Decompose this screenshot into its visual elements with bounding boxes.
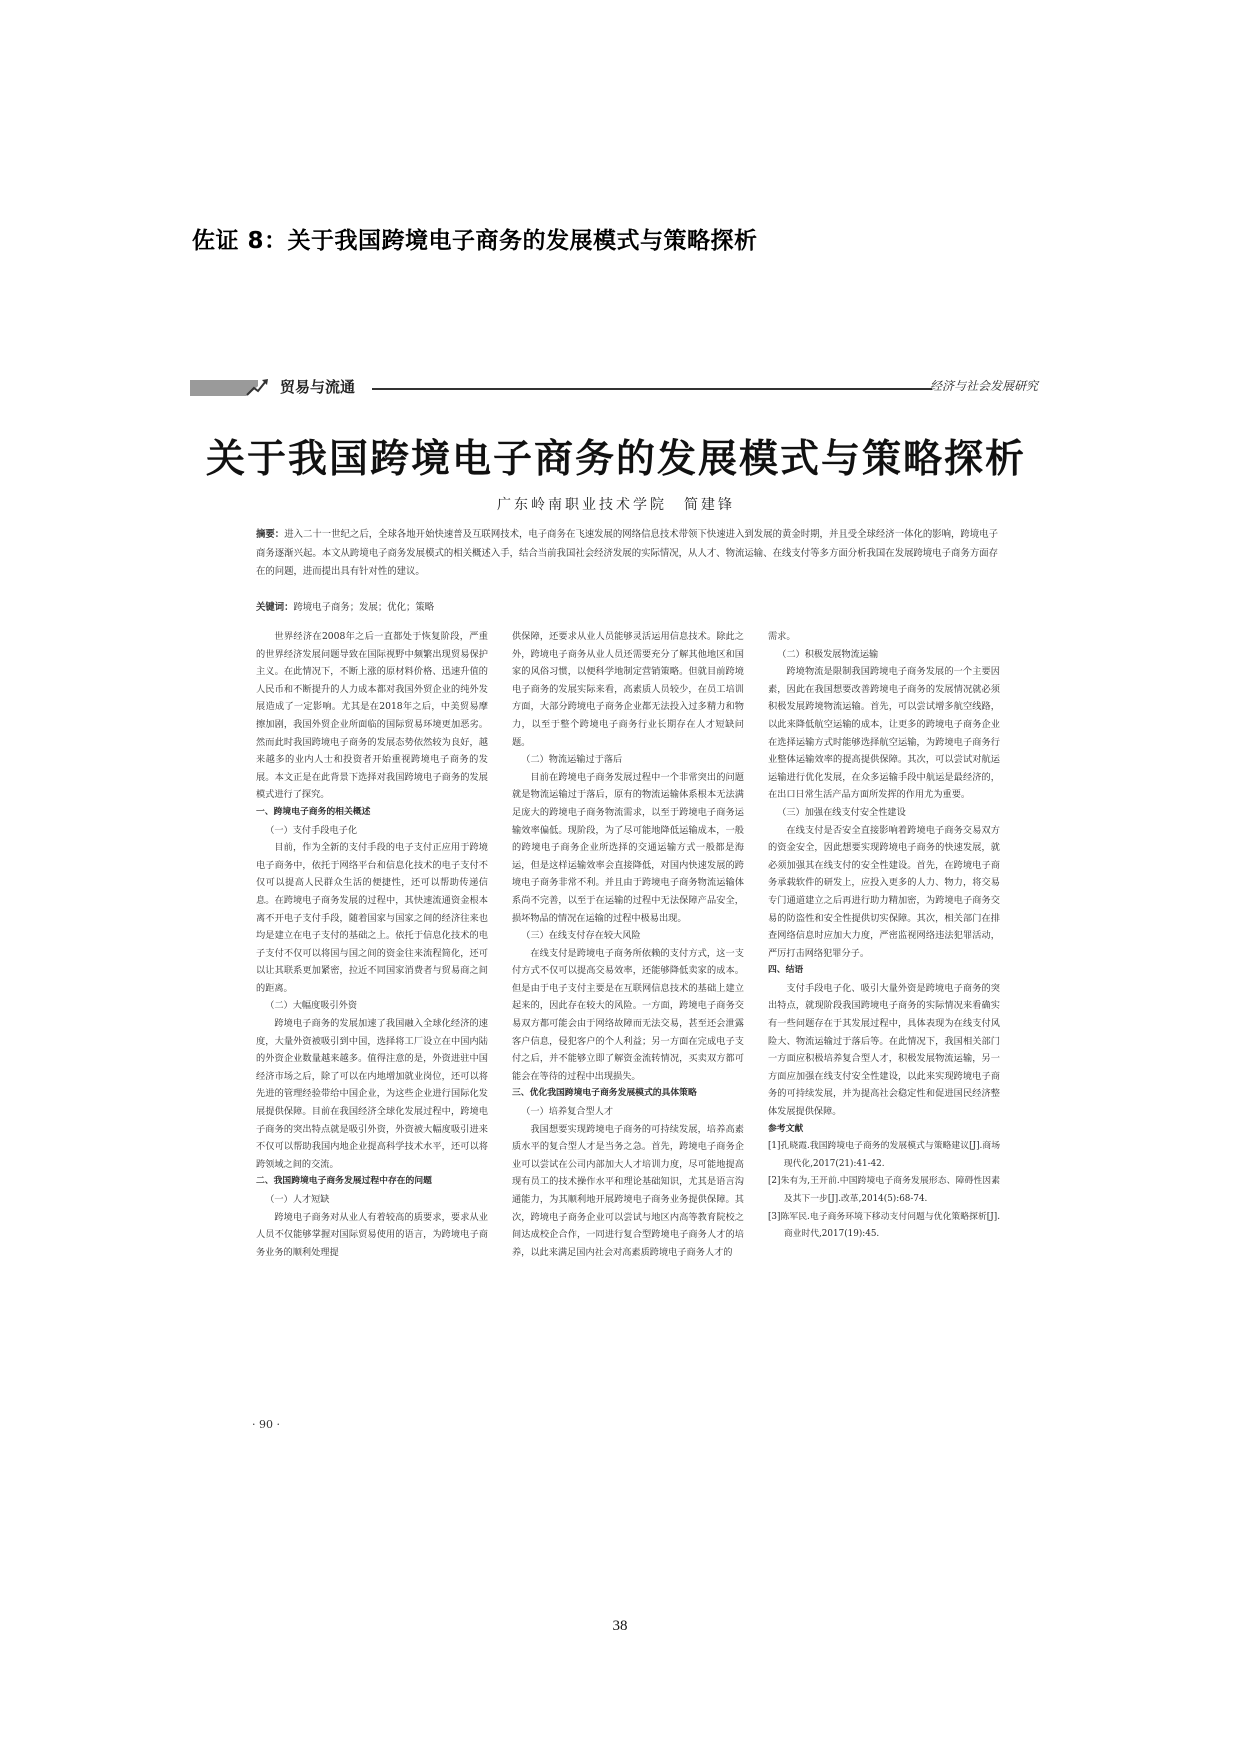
header-rule [372, 388, 932, 390]
reference-item: [2]朱有为,王开前.中国跨境电子商务发展形态、障碍性因素及其下一步[J].改革,2014(5):68-74. [768, 1176, 1000, 1204]
reference-item: [3]陈军民.电子商务环境下移动支付问题与优化策略探析[J].商业时代,2017(19):45. [768, 1211, 1000, 1240]
body-paragraph: 跨境物流是限制我国跨境电子商务发展的一个主要因素，因此在我国想要改善跨境电子商务的发展情况就必须积极发展跨境物流运输。首先，可以尝试增多航空线路，以此来降低航空运输的成本，让更多的跨境电子商务企业在选择运输方式时能够选择航空运输，为跨境电子商务行业整体运输效率的提高提供保障。其次，可以尝试对航运运输进行优化发展，在众多运输手段中航运是最经济的，在出口日常生活产品方面所发挥的作用尤为重要。 [768, 666, 1000, 801]
body-paragraph: 跨境电子商务的发展加速了我国融入全球化经济的速度，大量外资被吸引到中国，选择将工厂设立在中国内陆的外资企业数量越来越多。值得注意的是，外资进驻中国经济市场之后，除了可以在内地增加就业岗位，还可以将先进的管理经验带给中国企业，为这些企业进行国际化发展提供保障。目前在我国经济全球化发展过程中，跨境电子商务的突出特点就是吸引外资，外资被大幅度吸引进来不仅可以帮助我国内地企业提高科学技术水平，还可以将跨领域之间的交流。 [256, 1018, 488, 1170]
subsection-heading: （一）人才短缺 [265, 1194, 330, 1205]
column-3 [768, 628, 1000, 1408]
page-number: 38 [612, 1618, 628, 1634]
subsection-heading: （一）支付手段电子化 [265, 824, 358, 836]
body-paragraph: 目前，作为全新的支付手段的电子支付正应用于跨境电子商务中，依托于网络平台和信息化技术的电子支付不仅可以提高人民群众生活的便捷性，还可以帮助传递信息。在跨境电子商务发展的过程中，其快速流通资金根本离不开电子支付手段，随着国家与国家之间的经济往来也均是建立在电子支付的基础之上。依托于信息化技术的电子支付不仅可以将国与国之间的资金往来流程简化，还可以让其联系更加紧密，拉近不同国家消费者与贸易商之间的距离。 [256, 842, 488, 994]
subsection-heading: （三）加强在线支付安全性建设 [777, 806, 906, 818]
section-heading: 三、优化我国跨境电子商务发展模式的具体策略 [512, 1088, 697, 1099]
column-1 [256, 628, 488, 1408]
section-heading: 一、跨境电子商务的相关概述 [256, 806, 371, 817]
subsection-heading: （三）在线支付存在较大风险 [521, 930, 641, 942]
subsection-heading: （一）培养复合型人才 [521, 1106, 614, 1118]
journal-header-band [190, 376, 1042, 400]
article-title: 关于我国跨境电子商务的发展模式与策略探析 [205, 436, 1026, 482]
body-paragraph: 世界经济在2008年之后一直都处于恢复阶段，严重的世界经济发展问题导致在国际视野中频繁出现贸易保护主义。在此情况下，不断上涨的原材料价格、迅速升值的人民币和不断提升的人力成本都对我国外贸企业的纯外发展造成了一定影响。尤其是在2018年之后，中美贸易摩擦加剧，我国外贸企业所面临的国际贸易环境更加恶劣。然而此时我国跨境电子商务的发展态势依然较为良好，越来越多的业内人士和投资者开始重视跨境电子商务的发展。本文正是在此背景下选择对我国跨境电子商务的发展模式进行了探究。 [256, 631, 488, 801]
abstract [256, 526, 998, 582]
keywords-text: 跨境电子商务；发展；优化；策略 [293, 602, 435, 613]
column-2 [512, 628, 744, 1408]
author-byline: 广东岭南职业技术学院 简建锋 [497, 497, 735, 513]
subsection-heading: （二）大幅度吸引外资 [265, 1000, 358, 1012]
section-heading: 参考文献 [768, 1123, 804, 1134]
body-paragraph: 支付手段电子化、吸引大量外资是跨境电子商务的突出特点，就现阶段我国跨境电子商务的实际情况来看确实有一些问题存在于其发展过程中，具体表现为在线支付风险大、物流运输过于落后等。在此情况下，我国相关部门一方面应积极培养复合型人才，积极发展物流运输，另一方面应加强在线支付安全性建设，以此来实现跨境电子商务的可持续发展，并为提高社会稳定性和促进国民经济整体发展提供保障。 [768, 982, 1000, 1118]
body-paragraph: 目前在跨境电子商务发展过程中一个非常突出的问题就是物流运输过于落后，原有的物流运输体系根本无法满足庞大的跨境电子商务物流需求，以至于跨境电子商务运输效率偏低。现阶段，为了尽可能地降低运输成本，一般的跨境电子商务企业所选择的交通运输方式一般都是海运，但是这样运输效率会直接降低，对国内快速发展的跨境电子商务非常不利。并且由于跨境电子商务物流运输体系尚不完善，以至于在运输的过程中无法保障产品安全，损坏物品的情况在运输的过程中极易出现。 [512, 771, 744, 924]
document-heading: 佐证 8：关于我国跨境电子商务的发展模式与策略探析 [192, 228, 758, 254]
journal-name: 经济与社会发展研究 [929, 379, 1038, 393]
body-paragraph: 在线支付是跨境电子商务所依赖的支付方式，这一支付方式不仅可以提高交易效率，还能够降低卖家的成本。但是由于电子支付主要是在互联网信息技术的基础上建立起来的，因此存在较大的风险。一方面，跨境电子商务交易双方都可能会由于网络故障而无法交易，甚至还会泄露客户信息，侵犯客户的个人利益；另一方面在完成电子支付之后，并不能够立即了解资金流转情况，买卖双方都可能会在等待的过程中出现损失。 [512, 947, 744, 1082]
keywords-label: 关键词： [256, 602, 294, 613]
section-heading: 四、结语 [768, 965, 804, 976]
scanned-article-page [190, 366, 1042, 1466]
body-paragraph: 跨境电子商务对从业人有着较高的质要求，要求从业人员不仅能够掌握对国际贸易使用的语言，为跨境电子商务业务的顺利处理提 [256, 1211, 488, 1258]
section-label: 贸易与流通 [280, 378, 356, 396]
abstract-text: 进入二十一世纪之后，全球各地开始快速普及互联网技术，电子商务在飞速发展的网络信息技术带领下快速进入到发展的黄金时期，并且受全球经济一体化的影响，跨境电子商务逐渐兴起。本文从跨境电子商务发展模式的相关概述入手，结合当前我国社会经济发展的实际情况，从人才、物流运输、在线支付等多方面分析我国在发展跨境电子商务方面存在的问题，进而提出具有针对性的建议。 [256, 529, 998, 577]
article-body [256, 628, 1004, 1408]
keywords [256, 600, 998, 616]
body-paragraph: 我国想要实现跨境电子商务的可持续发展，培养高素质水平的复合型人才是当务之急。首先，跨境电子商务企业可以尝试在公司内部加大人才培训力度，尽可能地提高现有员工的技术操作水平和理论基础知识，尤其是语言沟通能力，为其顺利地开展跨境电子商务业务提供保障。其次，跨境电子商务企业可以尝试与地区内高等教育院校之间达成校企合作，一同进行复合型跨境电子商务人才的培养，以此来满足国内社会对高素质跨境电子商务人才的 [512, 1123, 744, 1258]
reference-item: [1]孔晓霞.我国跨境电子商务的发展模式与策略建议[J].商场现代化,2017(21):41-42. [768, 1141, 1000, 1169]
body-paragraph: 供保障，还要求从业人员能够灵活运用信息技术。除此之外，跨境电子商务从业人员还需要充分了解其他地区和国家的风俗习惯，以便科学地制定营销策略。但就目前跨境电子商务的发展实际来看，高素质人员较少，在员工培训方面，大部分跨境电子商务企业都无法投入过多精力和物力，以至于整个跨境电子商务行业长期存在人才短缺问题。 [512, 631, 744, 748]
subsection-heading: （二）物流运输过于落后 [521, 754, 623, 766]
section-heading: 二、我国跨境电子商务发展过程中存在的问题 [256, 1176, 432, 1187]
body-paragraph: 在线支付是否安全直接影响着跨境电子商务交易双方的资金安全，因此想要实现跨境电子商务的快速发展，就必须加强其在线支付的安全性建设。首先，在跨境电子商务承载软件的研发上，应投入更多的人力、物力，将交易专门通道建立之后再进行助力精加密，为跨境电子商务交易的防盗性和安全性提供切实保障。其次，相关部门在排查网络信息时应加大力度，严密监视网络违法犯罪活动，严厉打击网络犯罪分子。 [768, 824, 1000, 959]
trend-arrow-icon [244, 376, 270, 398]
subsection-heading: （二）积极发展物流运输 [777, 648, 879, 660]
journal-page-number: · 90 · [252, 1418, 280, 1431]
body-paragraph: 需求。 [768, 631, 796, 642]
abstract-label: 摘要： [256, 529, 285, 540]
